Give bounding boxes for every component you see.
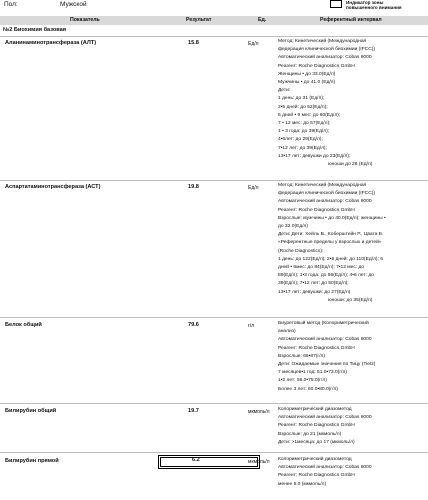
ref-line: 7 • 12 мес: до 57(Ед/л); [278, 121, 331, 127]
ref-line: Колориметрический диазометод [278, 407, 352, 412]
ref-line: анализ) [278, 329, 296, 335]
test-unit-direct-bilirubin: мкмоль/л [248, 459, 270, 465]
ref-line: Автоматический анализатор: Cobas 6000 [278, 199, 372, 205]
ref-line: Более 3 лет: 60.0•80.0(г/л) [278, 386, 338, 392]
reference-ast [278, 182, 426, 305]
header-name: Показатель [70, 17, 100, 23]
test-unit-alt: Ед/л [248, 41, 259, 47]
header-reference: Референтный интервал [320, 17, 382, 23]
row-divider [0, 403, 428, 404]
ref-line: 2•5 дней: до 52(Ед/л); [278, 104, 328, 110]
ref-line: Реагент: Roche Diagnostics GmbH [278, 345, 355, 351]
ref-line: федерация клинической биохимии (IFCC)) [278, 47, 375, 53]
legend-line-2: повышенного внимания [346, 5, 402, 11]
sex-label: Пол: [4, 1, 18, 8]
header-unit: Ед. [258, 17, 267, 23]
ref-line: 4•6лет: до 29(Ед/л); [278, 137, 323, 143]
test-result-direct-bilirubin: 6.2 [192, 457, 200, 463]
ref-line: 89(Ед/л); 1•3 года: до 56(Ед/л); 4•6 лет: до [278, 273, 374, 279]
test-name-alt: Аланинаминотрансфераза (АЛТ) [5, 40, 97, 46]
reference-total-bilirubin [278, 406, 426, 447]
ref-line: Женщины • до 33.0(Ед/л) [278, 71, 336, 77]
ref-line: Метод: Кинетический (Международная [278, 39, 367, 44]
test-name-total-bilirubin: Билирубин общий [5, 408, 57, 414]
reference-alt [278, 38, 426, 169]
ref-line: Автоматический анализатор: Cobas 6000 [278, 465, 372, 471]
ref-line: Реагент: Roche Diagnostics GmbH [278, 63, 355, 69]
row-divider [0, 317, 428, 318]
ref-line: 13•17 лет: девушки: до 27(Ед/л) [278, 289, 351, 295]
ref-line: 7•12 лет: до 39(Ед/л); [278, 145, 327, 151]
test-result-ast: 19.8 [188, 184, 199, 190]
ref-line: Взрослые: 66•87(г/л) [278, 353, 326, 359]
test-unit-total-bilirubin: мкмоль/л [248, 409, 270, 415]
ref-line: федерация клинической биохимии (IFCC)) [278, 191, 375, 197]
ref-line: 1 день: до 31 (Ед/л); [278, 96, 325, 102]
ref-line: Дети: Ожидаемые значения по Тицу (Tietz) [278, 362, 376, 368]
test-unit-ast: Ед/л [248, 185, 259, 191]
reference-direct-bilirubin [278, 456, 426, 489]
row-divider [0, 180, 428, 181]
row-divider [0, 452, 428, 453]
ref-line: Автоматический анализатор: Cobas 6000 [278, 415, 372, 421]
ref-line: Мужчины • до 41.0 (Ед/л) [278, 80, 336, 86]
test-result-alt: 15.8 [188, 40, 199, 46]
sex-value: Мужской [60, 1, 87, 8]
ref-line: менее 5.0 (мкмоль/л) [278, 481, 327, 487]
ref-line: 13•17 лет: девушки до 23(Ед/л); [278, 153, 351, 159]
test-result-total-bilirubin: 19.7 [188, 408, 199, 414]
header-result: Результат [186, 17, 212, 23]
ref-line: Биуретовый метод (Колориметрический [278, 321, 369, 326]
attention-highlight-inner [160, 457, 258, 467]
ref-line: (Roche Diagnostics): [278, 248, 324, 254]
attention-indicator-legend [346, 0, 428, 10]
ref-line: «Референтные пределы у взрослых и детей» [278, 240, 382, 246]
legend-line-1: Индикатор зоны [346, 0, 384, 5]
ref-line: Колориметрический диазометод [278, 457, 352, 462]
ref-line: Взрослые: мужчины • до 40.0(Ед/л); женщины • [278, 215, 386, 221]
attention-indicator-box [330, 0, 342, 8]
ref-line: 7 месяцев•1 год: 51.0•73.0(г/л) [278, 370, 347, 376]
ref-line: 1•2 лет: 56.0•75.0(г/л) [278, 378, 327, 384]
ref-line: Взрослые: до 21 (мкмоль/л) [278, 431, 342, 437]
test-unit-total-protein: г/л [248, 323, 255, 329]
test-name-ast: Аспартатаминотрансфераза (АСТ) [5, 184, 101, 190]
reference-total-protein [278, 320, 426, 394]
ref-line: Реагент: Roche Diagnostics GmbH [278, 473, 355, 479]
ref-line: Дети: Дети: Хейль В., Коберштейн Р., Цвата Б. [278, 232, 384, 238]
ref-line: Автоматический анализатор: Cobas 6000 [278, 337, 372, 343]
ref-line: Дети: >1месяца: до 17 (мкмоль/л) [278, 439, 355, 445]
ref-line: Автоматический анализатор: Cobas 6000 [278, 55, 372, 61]
ref-line: юноши: до 35(Ед/л) [328, 297, 373, 303]
ref-line: Реагент: Roche Diagnostics GmbH [278, 207, 355, 213]
ref-line: юноши до 26 (Ед/л) [328, 162, 373, 168]
ref-line: Метод: Кинетический (Международная [278, 183, 367, 188]
section-title: №2 Биохимия базовая [3, 27, 67, 33]
ref-line: 1 день: до 122(Ед/л); 2•5 дней: до 110(Ед/л); 6 [278, 256, 383, 262]
ref-line: Дети: [278, 88, 291, 94]
test-name-direct-bilirubin: Билирубин прямой [5, 458, 59, 464]
ref-line: Реагент: Roche Diagnostics GmbH [278, 423, 355, 429]
test-result-total-protein: 79.6 [188, 322, 199, 328]
row-divider [0, 36, 428, 37]
ref-line: дней • 6мес: до 84(Ед/л); 7•12 мес: до [278, 265, 365, 271]
ref-line: до 32.0(Ед/л) [278, 224, 309, 230]
ref-line: 6 дней • 6 мес: до 60(Ед/л); [278, 112, 341, 118]
ref-line: 39(Ед/л); 7•12 лет: до 50(Ед/л); [278, 281, 349, 287]
ref-line: 1 • 3 года: до 39(Ед/л); [278, 129, 330, 135]
test-name-total-protein: Белок общий [5, 322, 42, 328]
